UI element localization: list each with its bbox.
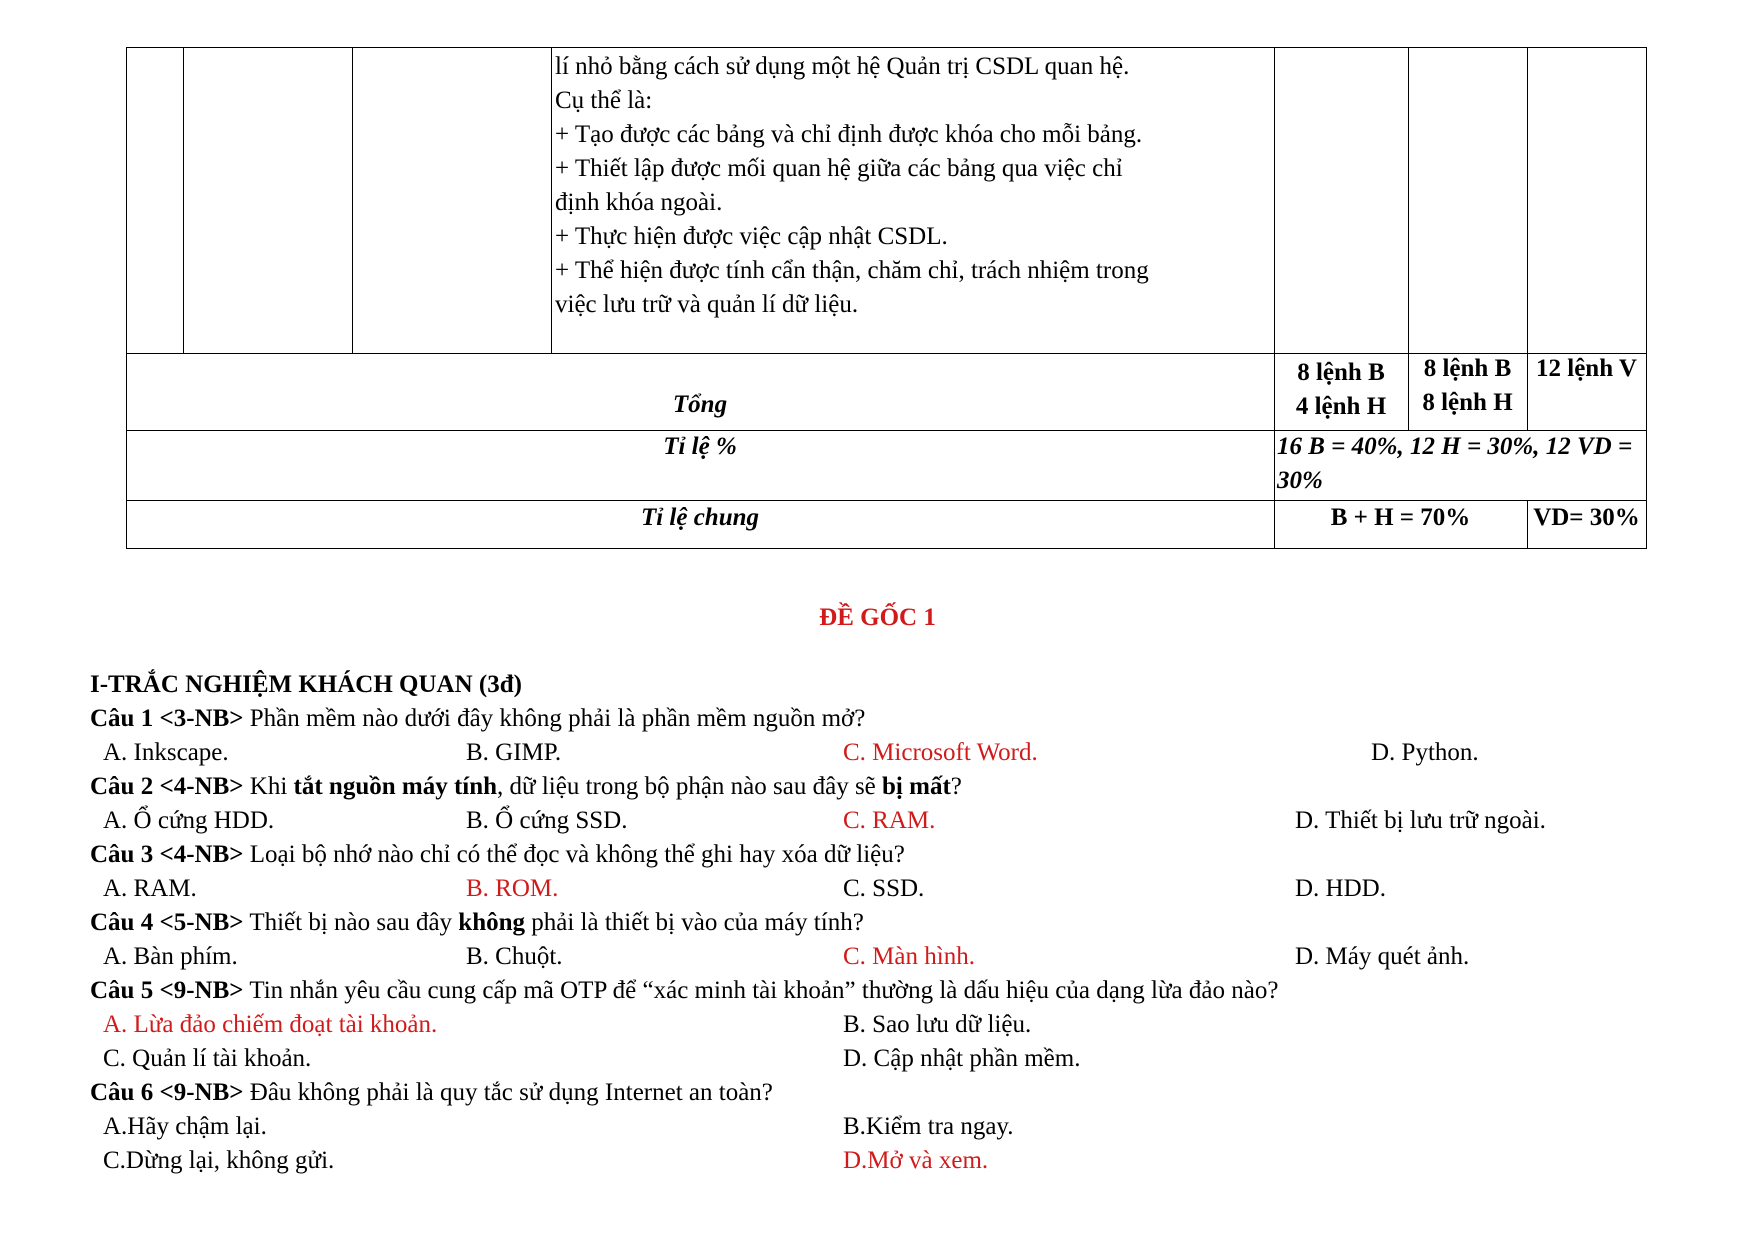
- option-d: D. Cập nhật phần mềm.: [843, 1045, 1081, 1072]
- total-label: Tổng: [672, 391, 728, 418]
- question-text: Đâu không phải là quy tắc sử dụng Internet an toàn?: [243, 1079, 773, 1106]
- question-text: Loại bộ nhớ nào chỉ có thể đọc và không thể ghi hay xóa dữ liệu?: [243, 841, 905, 868]
- content-line: Cụ thể là:: [555, 87, 653, 114]
- option-d: D. Máy quét ảnh.: [1295, 943, 1470, 970]
- option-a-correct: A. Lừa đảo chiếm đoạt tài khoản.: [103, 1011, 438, 1038]
- question-text: ?: [950, 773, 962, 800]
- content-line: + Thể hiện được tính cẩn thận, chăm chỉ, trách nhiệm trong: [555, 257, 1149, 284]
- question-text: phải là thiết bị vào của máy tính?: [525, 909, 864, 936]
- table-border: [352, 47, 353, 353]
- option-c: C. Quản lí tài khoản.: [103, 1045, 312, 1072]
- exam-title: ĐỀ GỐC 1: [819, 604, 936, 631]
- section-heading: I-TRẮC NGHIỆM KHÁCH QUAN (3đ): [90, 671, 522, 698]
- option-b: B. Chuột.: [466, 943, 563, 970]
- question-text: Phần mềm nào dưới đây không phải là phần mềm nguồn mở?: [243, 705, 866, 732]
- table-border: [1646, 47, 1647, 549]
- total-col1-b: 8 lệnh B: [1297, 359, 1385, 386]
- option-a: A.Hãy chậm lại.: [103, 1113, 267, 1140]
- option-b: B. GIMP.: [466, 739, 562, 766]
- option-d: D. HDD.: [1295, 875, 1386, 902]
- question-label: Câu 6 <9-NB>: [90, 1079, 244, 1106]
- question-text: , dữ liệu trong bộ phận nào sau đây sẽ: [497, 773, 883, 800]
- option-c-correct: C. RAM.: [843, 807, 936, 834]
- common-value-vd: VD= 30%: [1533, 504, 1640, 531]
- table-border: [126, 47, 127, 549]
- ratio-label: Tỉ lệ %: [663, 433, 737, 460]
- option-d: D. Thiết bị lưu trữ ngoài.: [1295, 807, 1546, 834]
- total-col2: [1408, 352, 1527, 420]
- total-col1: [1274, 356, 1408, 424]
- question-label: Câu 1 <3-NB>: [90, 705, 244, 732]
- content-line: việc lưu trữ và quản lí dữ liệu.: [555, 291, 859, 318]
- common-label: Tỉ lệ chung: [640, 504, 760, 531]
- question-text: Thiết bị nào sau đây: [243, 909, 459, 936]
- option-b: B. Ổ cứng SSD.: [466, 807, 628, 834]
- question-label: Câu 3 <4-NB>: [90, 841, 244, 868]
- total-col2-h: 8 lệnh H: [1422, 389, 1513, 416]
- content-line: định khóa ngoài.: [555, 189, 723, 216]
- question-text-bold: tắt nguồn máy tính: [293, 773, 498, 800]
- content-line: + Tạo được các bảng và chỉ định được khóa cho mỗi bảng.: [555, 121, 1143, 148]
- table-border: [126, 548, 1647, 549]
- table-border: [1274, 47, 1275, 549]
- total-col3: 12 lệnh V: [1536, 355, 1637, 382]
- question-label: Câu 2 <4-NB>: [90, 773, 244, 800]
- question-4: [90, 906, 864, 940]
- option-d: D. Python.: [1371, 739, 1479, 766]
- option-a: A. Inkscape.: [103, 739, 229, 766]
- total-col2-b: 8 lệnh B: [1423, 355, 1512, 382]
- question-label: Câu 5 <9-NB>: [90, 977, 244, 1004]
- option-c-correct: C. Microsoft Word.: [843, 739, 1038, 766]
- question-text-bold: không: [458, 909, 526, 936]
- question-3: [90, 838, 905, 872]
- option-b: B. Sao lưu dữ liệu.: [843, 1011, 1032, 1038]
- option-c: C. SSD.: [843, 875, 925, 902]
- question-text-bold: bị mất: [882, 773, 951, 800]
- option-d-correct: D.Mở và xem.: [843, 1147, 989, 1174]
- option-a: A. Bàn phím.: [103, 943, 238, 970]
- common-value-bh: B + H = 70%: [1330, 504, 1471, 531]
- question-label: Câu 4 <5-NB>: [90, 909, 244, 936]
- question-2: [90, 770, 962, 804]
- content-line: lí nhỏ bằng cách sử dụng một hệ Quản trị CSDL quan hệ.: [555, 53, 1130, 80]
- option-b: B.Kiểm tra ngay.: [843, 1113, 1014, 1140]
- content-line: + Thiết lập được mối quan hệ giữa các bảng qua việc chỉ: [555, 155, 1123, 182]
- option-c: C.Dừng lại, không gửi.: [103, 1147, 335, 1174]
- total-col1-h: 4 lệnh H: [1295, 393, 1387, 420]
- table-border: [126, 47, 1647, 48]
- table-border: [551, 47, 552, 353]
- question-text: Tin nhắn yêu cầu cung cấp mã OTP để “xác minh tài khoản” thường là dấu hiệu của dạng lừa đảo nào?: [243, 977, 1279, 1004]
- content-line: + Thực hiện được việc cập nhật CSDL.: [555, 223, 948, 250]
- question-5: [90, 974, 1278, 1008]
- option-a: A. Ổ cứng HDD.: [103, 807, 275, 834]
- question-6: [90, 1076, 773, 1110]
- table-border: [183, 47, 184, 353]
- ratio-value-line2: 30%: [1277, 467, 1323, 494]
- question-1: [90, 702, 865, 736]
- option-c-correct: C. Màn hình.: [843, 943, 975, 970]
- ratio-value-line1: 16 B = 40%, 12 H = 30%, 12 VD =: [1277, 433, 1633, 460]
- question-text: Khi: [243, 773, 294, 800]
- content-cell: [555, 50, 1270, 322]
- option-a: A. RAM.: [103, 875, 197, 902]
- option-b-correct: B. ROM.: [466, 875, 559, 902]
